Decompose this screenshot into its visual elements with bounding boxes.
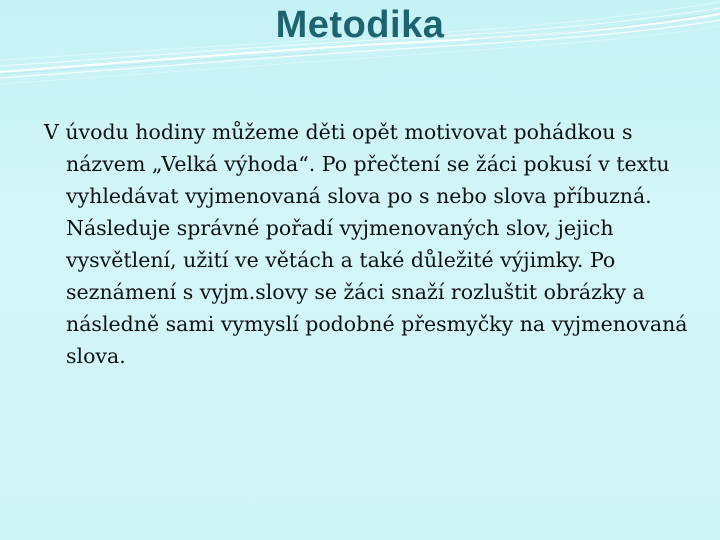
body-paragraph: V úvodu hodiny můžeme děti opět motivovat pohádkou s názvem „Velká výhoda“. Po přečtení se žáci pokusí v textu vyhledávat vyjmenovaná slova po s nebo slova příbuzná. Následuje správné pořadí vyjmenovaných slov, jejich vysvětlení, užití ve větách a také důležité výjimky. Po seznámení s vyjm.slovy se žáci snaží rozluštit obrázky a následně sami vymyslí podobné přesmyčky na vyjmenovaná slova.	[44, 120, 688, 368]
slide-title: Metodika	[275, 4, 445, 46]
